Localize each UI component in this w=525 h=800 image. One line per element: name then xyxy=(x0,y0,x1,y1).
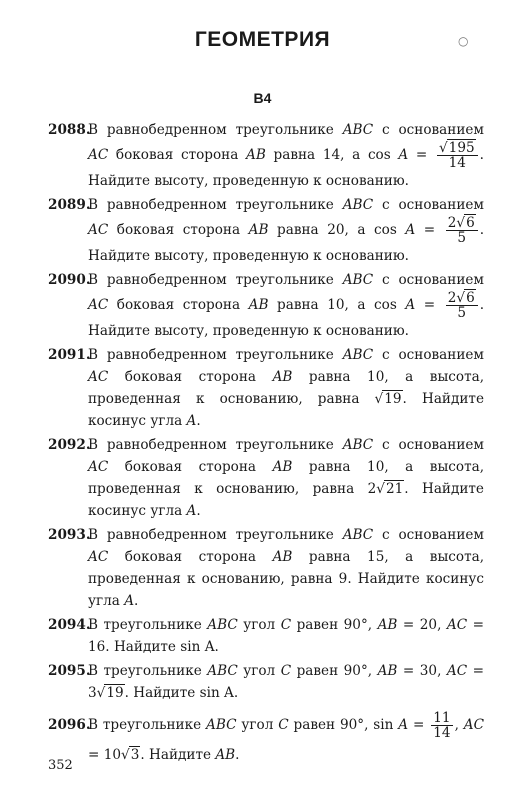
problem-number: 2088. xyxy=(48,122,91,138)
problem-2091 xyxy=(48,344,484,432)
problem-text: В равнобедренном треугольнике ABC с основанием AC боковая сторона AB равна 10, а высота, проведенная к основанию, равна √19. Найдите косинус угла A. xyxy=(88,347,485,429)
problem-text: В треугольнике ABC угол C равен 90°, AB = 30, AC = 3√19. Найдите sin A. xyxy=(88,663,485,701)
problem-2088 xyxy=(48,119,484,192)
problem-text: В треугольнике ABC угол C равен 90°, sin A = $\frac{11}{14}$ , AC = 10√3. Найдите AB. xyxy=(88,710,485,763)
fraction: $\frac{2√6}{5}$ xyxy=(446,291,478,320)
problem-2090 xyxy=(48,269,484,342)
problem-text: В равнобедренном треугольнике ABC с основанием AC боковая сторона AB равна 10, а cos A = $\frac{2√6}{5}$ . Найдите высоту, проведенную к основанию. xyxy=(88,272,485,339)
problem-number: 2092. xyxy=(48,437,91,453)
problem-2093 xyxy=(48,524,484,612)
problem-text: В равнобедренном треугольнике ABC с основанием AC боковая сторона AB равна 15, а высота, проведенная к основанию, равна 9. Найдите косинус угла A. xyxy=(88,527,485,609)
section-title: В4 xyxy=(253,90,272,106)
problem-2092 xyxy=(48,434,484,522)
problem-number: 2090. xyxy=(48,272,91,288)
page-number: 352 xyxy=(48,758,73,773)
problem-number: 2095. xyxy=(48,663,91,679)
problem-number: 2093. xyxy=(48,527,91,543)
problem-text: В равнобедренном треугольнике ABC с основанием AC боковая сторона AB равна 14, а cos A = $\frac{√195}{14}$ . Найдите высоту, проведенную к основанию. xyxy=(88,122,484,189)
problem-text: В равнобедренном треугольнике ABC с основанием AC боковая сторона AB равна 10, а высота, проведенная к основанию, равна 2√21. Найдите косинус угла A. xyxy=(88,437,485,519)
problem-number: 2089. xyxy=(48,197,91,213)
page-title: ГЕОМЕТРИЯ xyxy=(194,28,331,51)
fraction: $\frac{√195}{14}$ xyxy=(437,141,478,170)
problem-number: 2096. xyxy=(48,717,91,733)
problem-number: 2091. xyxy=(48,347,91,363)
problem-list xyxy=(48,119,484,770)
problem-2096 xyxy=(48,710,484,770)
fraction: $\frac{2√6}{5}$ xyxy=(446,216,478,245)
problem-2089 xyxy=(48,194,484,267)
problem-text: В треугольнике ABC угол C равен 90°, AB = 20, AC = 16. Найдите sin A. xyxy=(88,617,485,655)
problem-2094 xyxy=(48,614,484,658)
fraction: $\frac{11}{14}$ xyxy=(433,710,451,741)
corner-mark: ○ xyxy=(458,34,469,48)
problem-2095 xyxy=(48,660,484,704)
problem-number: 2094. xyxy=(48,617,91,633)
problem-text: В равнобедренном треугольнике ABC с основанием AC боковая сторона AB равна 20, а cos A = $\frac{2√6}{5}$ . Найдите высоту, проведенную к основанию. xyxy=(88,197,485,264)
